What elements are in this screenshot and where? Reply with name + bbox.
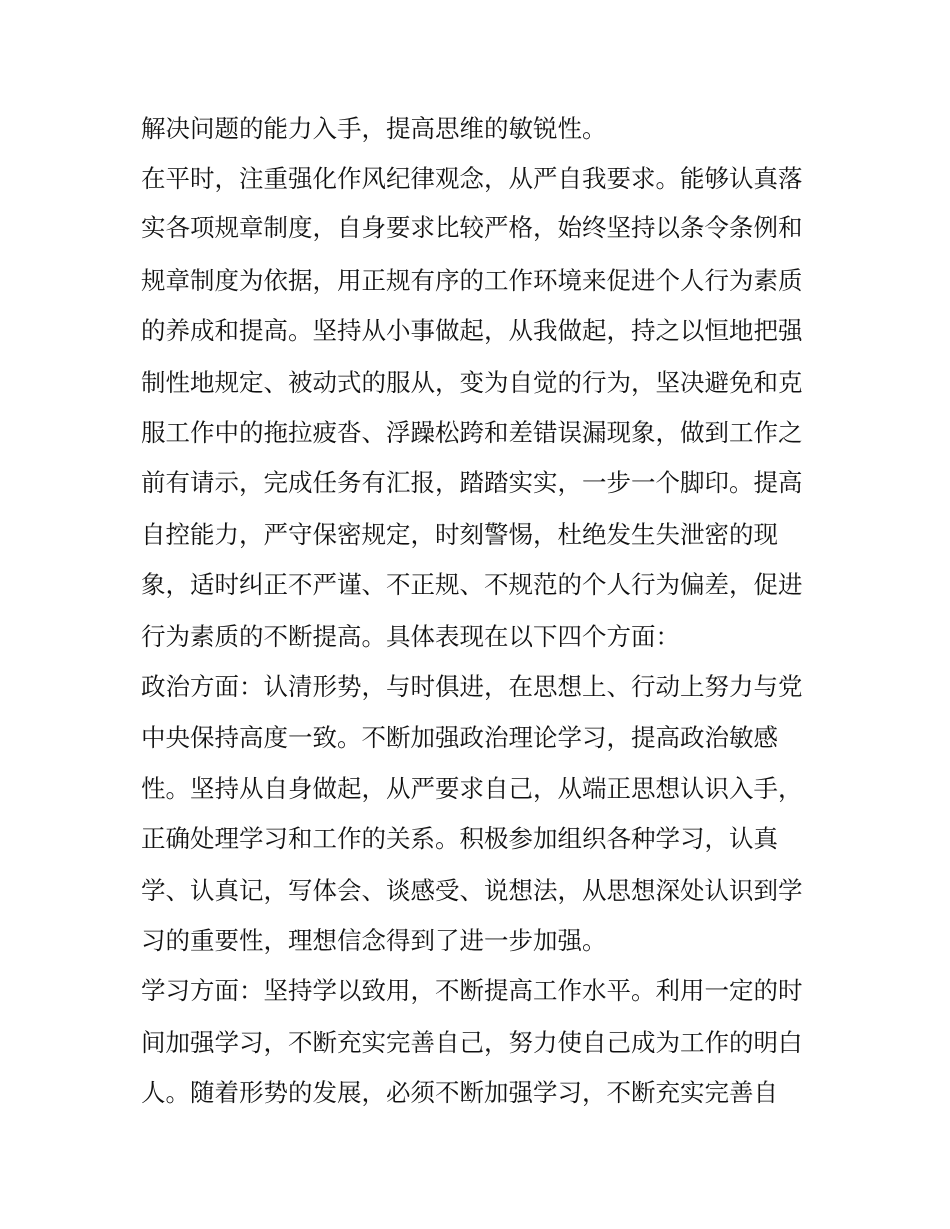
text-line-2: 在平时，注重强化作风纪律观念，从严自我要求。能够认真落 [141, 164, 803, 193]
text-line-12: 政治方面：认清形势，与时俱进，在思想上、行动上努力与党 [141, 672, 803, 701]
text-line-1: 解决问题的能力入手，提高思维的敏锐性。 [141, 114, 607, 143]
text-line-17: 习的重要性，理想信念得到了进一步加强。 [141, 926, 607, 955]
text-line-8: 前有请示，完成任务有汇报，踏踏实实，一步一个脚印。提高 [141, 468, 803, 497]
text-line-5: 的养成和提高。坚持从小事做起，从我做起，持之以恒地把强 [141, 316, 803, 345]
text-line-10: 象，适时纠正不严谨、不正规、不规范的个人行为偏差，促进 [141, 570, 803, 599]
text-line-15: 正确处理学习和工作的关系。积极参加组织各种学习，认真 [141, 824, 778, 853]
text-line-6: 制性地规定、被动式的服从，变为自觉的行为，坚决避免和克 [141, 368, 803, 397]
text-line-9: 自控能力，严守保密规定，时刻警惕，杜绝发生失泄密的现 [141, 520, 778, 549]
text-line-18: 学习方面：坚持学以致用，不断提高工作水平。利用一定的时 [141, 976, 803, 1005]
text-line-19: 间加强学习，不断充实完善自己，努力使自己成为工作的明白 [141, 1028, 803, 1057]
text-line-13: 中央保持高度一致。不断加强政治理论学习，提高政治敏感 [141, 723, 778, 752]
text-line-11: 行为素质的不断提高。具体表现在以下四个方面： [141, 622, 680, 651]
text-line-4: 规章制度为依据，用正规有序的工作环境来促进个人行为素质 [141, 266, 803, 295]
text-line-16: 学、认真记，写体会、谈感受、说想法，从思想深处认识到学 [141, 876, 803, 905]
text-line-7: 服工作中的拖拉疲沓、浮躁松跨和差错误漏现象，做到工作之 [141, 418, 803, 447]
text-line-20: 人。随着形势的发展，必须不断加强学习，不断充实完善自 [141, 1078, 778, 1107]
text-line-14: 性。坚持从自身做起，从严要求自己，从端正思想认识入手， [141, 774, 803, 803]
text-line-3: 实各项规章制度，自身要求比较严格，始终坚持以条令条例和 [141, 213, 803, 242]
